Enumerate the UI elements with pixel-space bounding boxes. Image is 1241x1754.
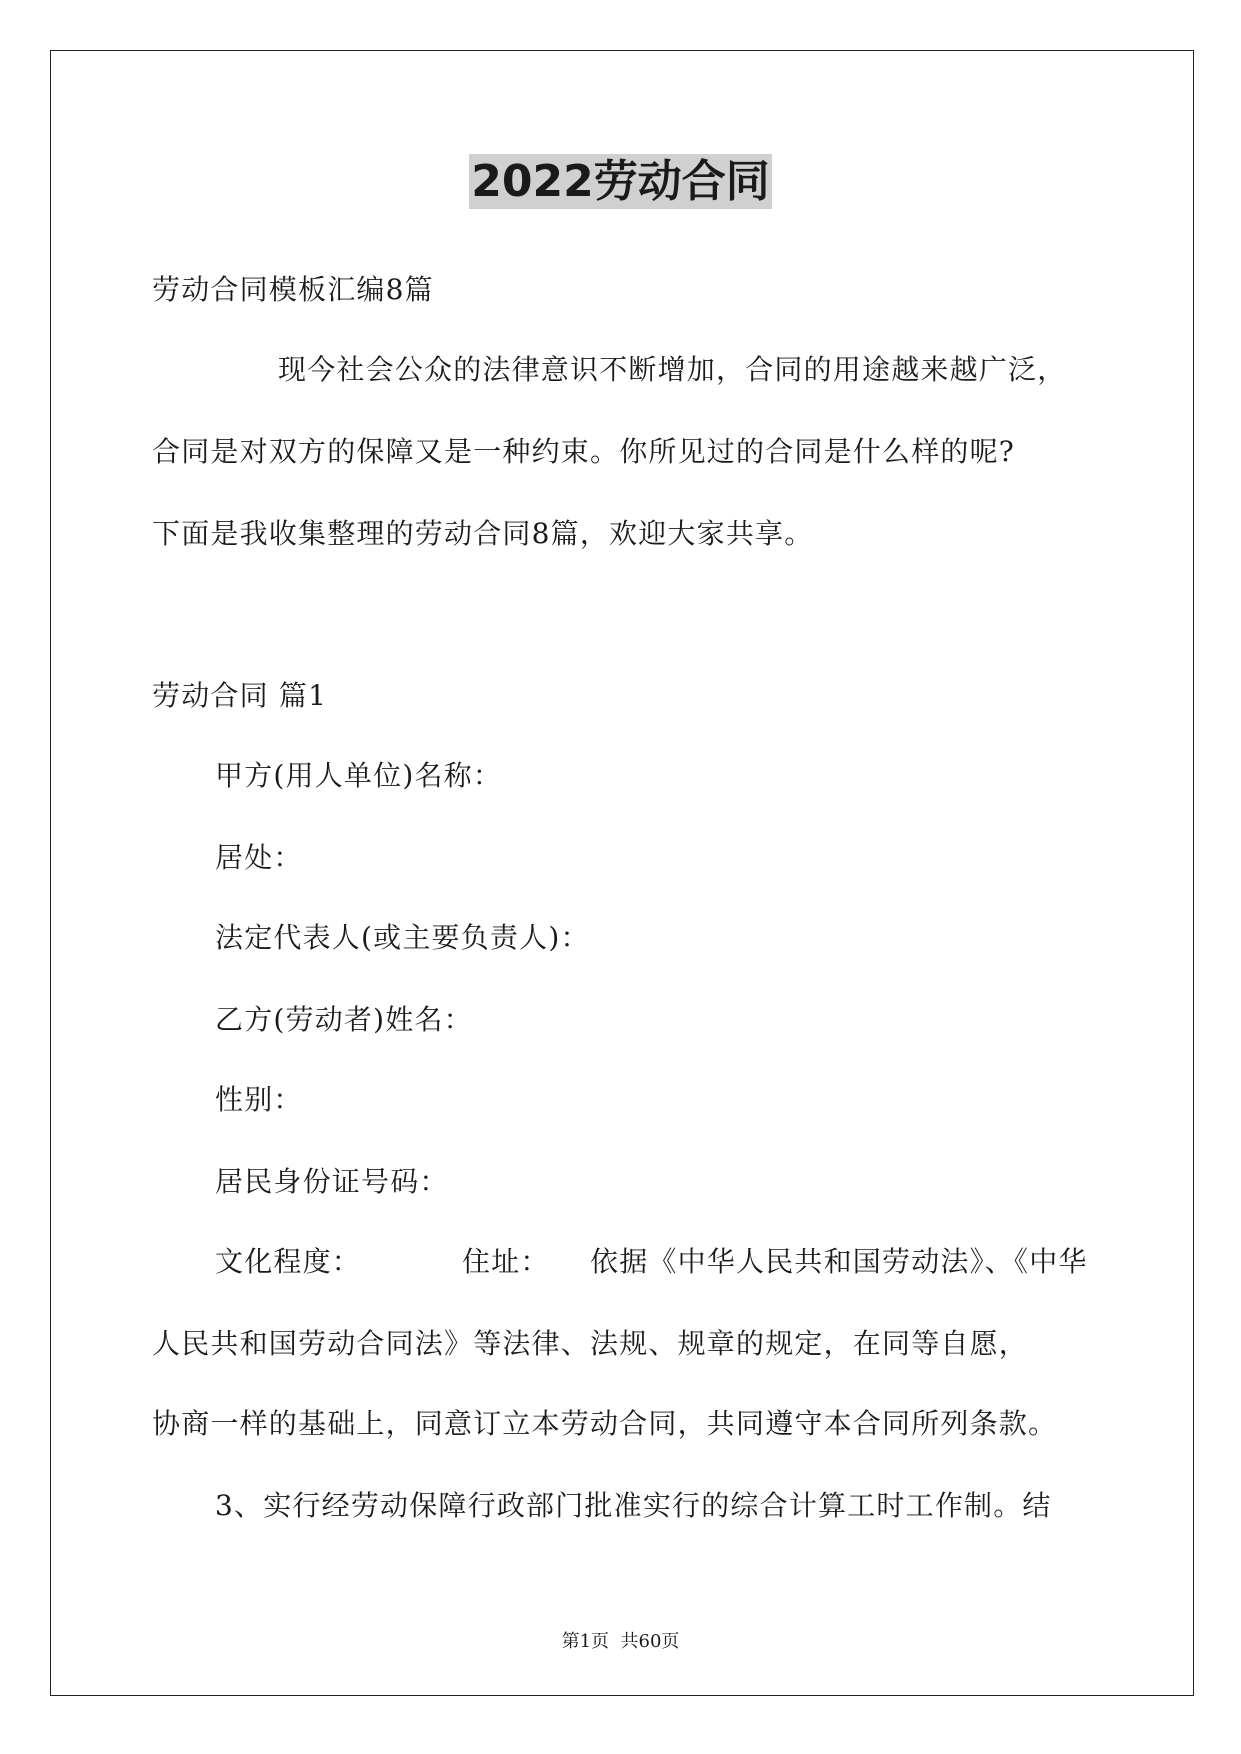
page-footer: 第1页 共60页 <box>561 1631 680 1652</box>
paragraph-line: 3、实行经劳动保障行政部门批准实行的综合计算工时工作制。结 <box>215 1489 1052 1522</box>
paragraph-line: 甲方(用人单位)名称： <box>215 759 503 792</box>
section-heading: 劳动合同 篇1 <box>152 679 328 712</box>
paragraph-line: 性别： <box>215 1083 303 1116</box>
paragraph-line: 文化程度： 住址： 依据《中华人民共和国劳动法》、《中华 <box>215 1245 1088 1278</box>
paragraph-line: 人民共和国劳动合同法》等法律、法规、规章的规定，在同等自愿， <box>152 1327 1029 1360</box>
subtitle-line: 劳动合同模板汇编8篇 <box>152 273 434 306</box>
paragraph-line: 居处： <box>215 841 303 874</box>
paragraph-line: 协商一样的基础上，同意订立本劳动合同，共同遵守本合同所列条款。 <box>152 1407 1058 1440</box>
paragraph-line: 合同是对双方的保障又是一种约束。你所见过的合同是什么样的呢? <box>152 435 1016 468</box>
paragraph-line: 法定代表人(或主要负责人)： <box>215 921 590 954</box>
paragraph-line: 乙方(劳动者)姓名： <box>215 1003 473 1036</box>
paragraph-line: 居民身份证号码： <box>215 1165 449 1198</box>
paragraph-line: 现今社会公众的法律意识不断增加，合同的用途越来越广泛， <box>278 353 1067 386</box>
paragraph-line: 下面是我收集整理的劳动合同8篇，欢迎大家共享。 <box>152 517 814 550</box>
document-title: 2022劳动合同 <box>471 156 770 207</box>
